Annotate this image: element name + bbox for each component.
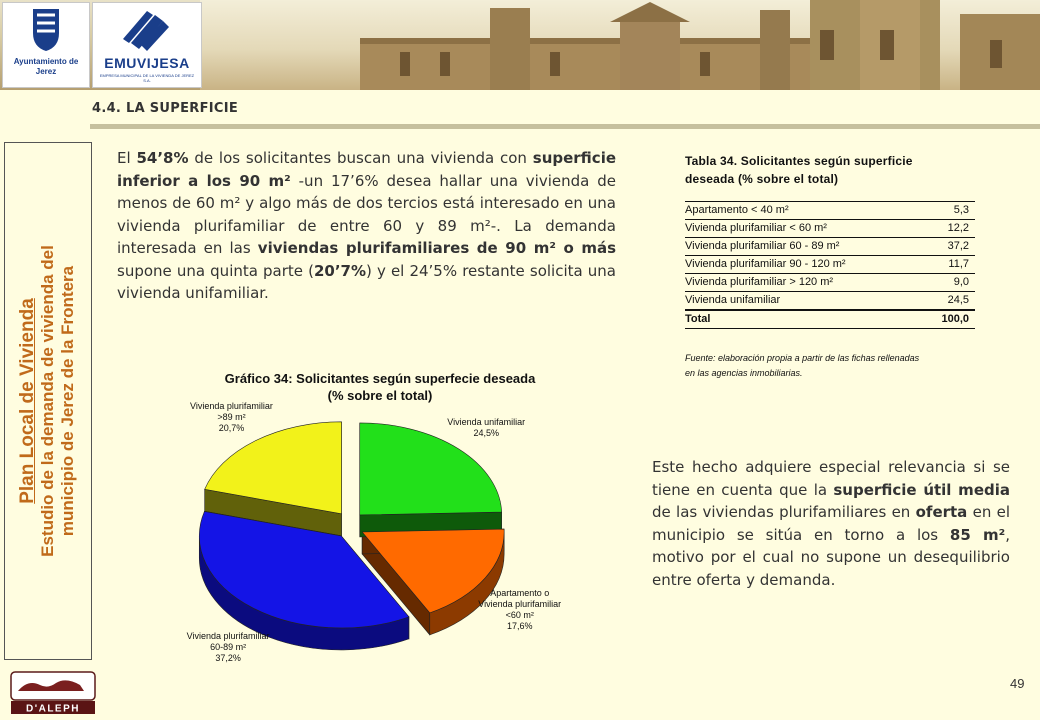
pie-slice-label: Apartamento o Vivienda plurifamiliar <60 m² 17,6% bbox=[478, 588, 562, 632]
sidebar-line-2: Estudio de la demanda de vivienda del bbox=[38, 245, 57, 557]
text-run: El bbox=[117, 149, 137, 167]
text-run: supone una quinta parte ( bbox=[117, 261, 314, 280]
row-label: Vivienda plurifamiliar < 60 m² bbox=[685, 222, 827, 234]
text-run: Este hecho adquiere especial relevancia si se tiene en cuenta que la bbox=[652, 458, 1010, 499]
row-value: 12,2 bbox=[947, 222, 969, 234]
row-value: 5,3 bbox=[953, 204, 969, 216]
bold-run: oferta bbox=[915, 503, 968, 521]
bold-run: superficie útil media bbox=[833, 480, 1010, 499]
bold-run: 20’7% bbox=[313, 261, 367, 280]
bold-run: superficie inferior a los 90 m² bbox=[117, 149, 617, 190]
sidebar-title-text bbox=[18, 151, 78, 651]
bold-run: 54’8% bbox=[136, 149, 189, 167]
conclusion-paragraph bbox=[652, 456, 1010, 591]
emuvijesa-mark-icon bbox=[93, 3, 201, 55]
table-title bbox=[685, 152, 975, 188]
chart-subtitle-line: (% sobre el total) bbox=[327, 388, 433, 403]
emuvijesa-name: EMUVIJESA bbox=[104, 55, 190, 71]
text-run: , motivo por el cual no supone un desequilibrio entre oferta y demanda. bbox=[652, 525, 1010, 589]
table-row bbox=[685, 202, 975, 220]
bold-run: viviendas plurifamiliares de 90 m² o más bbox=[257, 239, 616, 257]
pie-slice-label: Vivienda plurifamiliar >89 m² 20,7% bbox=[190, 401, 273, 434]
daleph-logo-text: D'ALEPH bbox=[26, 703, 80, 715]
bold-run: 85 m² bbox=[949, 525, 1006, 544]
pie-slice-label: Vivienda unifamiliar 24,5% bbox=[447, 416, 526, 438]
text-run: en el municipio se sitúa en torno a los bbox=[652, 503, 1011, 544]
header-rule bbox=[90, 124, 1040, 129]
pie-slice-label: Vivienda plurifamiliar 60-89 m² 37,2% bbox=[186, 631, 270, 664]
pie-chart bbox=[100, 401, 640, 664]
source-line-2: en las agencias inmobiliarias. bbox=[685, 368, 803, 378]
sidebar-document-title bbox=[4, 142, 92, 660]
sidebar-line-1: Plan Local de Vivienda bbox=[17, 298, 38, 504]
table-body bbox=[685, 201, 975, 329]
table-row bbox=[685, 292, 975, 310]
text-run: de las viviendas plurifamiliares en bbox=[652, 503, 916, 521]
cathedral-photo bbox=[200, 0, 1040, 90]
table-source-note bbox=[685, 351, 975, 381]
row-value: 11,7 bbox=[948, 258, 969, 270]
chart-title bbox=[190, 370, 570, 404]
data-table-34 bbox=[685, 152, 975, 381]
chart-title-line: Gráfico 34: Solicitantes según superfecie deseada bbox=[224, 371, 536, 386]
row-value: 37,2 bbox=[947, 240, 969, 252]
table-total-row bbox=[685, 310, 975, 329]
ayuntamiento-logo[interactable] bbox=[2, 2, 90, 88]
sidebar-line-3: municipio de Jerez de la Frontera bbox=[58, 265, 77, 537]
row-label: Vivienda plurifamiliar > 120 m² bbox=[685, 276, 834, 288]
total-value: 100,0 bbox=[941, 313, 969, 325]
table-row bbox=[685, 220, 975, 238]
text-run: ) y el 24’5% restante solicita una vivienda unifamiliar. bbox=[117, 261, 616, 302]
source-line-1: Fuente: elaboración propia a partir de las fichas rellenadas bbox=[685, 353, 920, 363]
coat-of-arms-icon bbox=[3, 3, 89, 57]
row-value: 24,5 bbox=[947, 294, 969, 306]
header-banner bbox=[0, 0, 1040, 90]
text-run: -un 17’6% desea hallar una vivienda de menos de 60 m² y algo más de dos tercios está interesado en una vivienda plurifamiliar de entre 60 y 89 m²-. La demanda interesada en las bbox=[117, 171, 616, 257]
row-label: Vivienda plurifamiliar 60 - 89 m² bbox=[685, 240, 840, 252]
table-title-line-2: deseada (% sobre el total) bbox=[685, 172, 839, 186]
emuvijesa-logo[interactable] bbox=[92, 2, 202, 88]
row-label: Vivienda unifamiliar bbox=[685, 294, 781, 306]
row-label: Apartamento < 40 m² bbox=[685, 204, 789, 216]
intro-paragraph bbox=[117, 147, 616, 305]
ayuntamiento-logo-text: Ayuntamiento de Jerez bbox=[13, 57, 79, 76]
row-label: Vivienda plurifamiliar 90 - 120 m² bbox=[685, 258, 846, 270]
table-title-line-1: Tabla 34. Solicitantes según superficie bbox=[685, 154, 913, 168]
daleph-logo[interactable] bbox=[10, 671, 96, 715]
table-row bbox=[685, 256, 975, 274]
total-label: Total bbox=[685, 313, 711, 325]
table-row bbox=[685, 274, 975, 292]
table-row bbox=[685, 238, 975, 256]
section-title: 4.4. LA SUPERFICIE bbox=[92, 101, 239, 116]
text-run: de los solicitantes buscan una vivienda con bbox=[188, 149, 533, 167]
page-number: 49 bbox=[1010, 676, 1025, 691]
row-value: 9,0 bbox=[953, 276, 969, 288]
emuvijesa-subtitle: EMPRESA MUNICIPAL DE LA VIVIENDA DE JEREZ S.A. bbox=[99, 73, 195, 83]
